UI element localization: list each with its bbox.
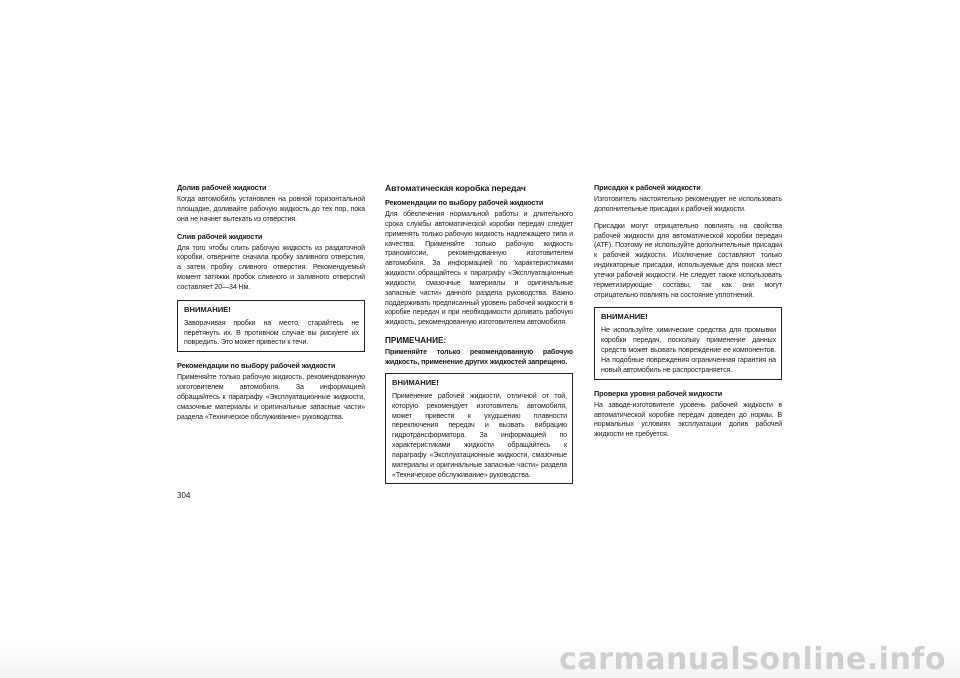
paragraph-additives-1: Изготовитель настоятельно рекомендует не использовать дополнительные присадки к рабочей жидкости. — [594, 195, 782, 213]
column-1 — [177, 183, 365, 430]
paragraph-top-up: Когда автомобиль установлен на ровной горизонтальной площадке, доливайте рабочую жидкость до тех пор, пока она не начнет вытекать из отверстия. — [177, 195, 365, 223]
warning-text: Не используйте химические средства для промывки коробки передач, поскольку применение данных средств может вызвать повреждение ее компонентов. На подобные повреждения ограниченная гарантия на новый автомобиль не распространяется. — [601, 326, 776, 374]
column-3 — [594, 183, 782, 447]
watermark-text: carmanualsonline.info — [559, 642, 946, 677]
warning-text: Применение рабочей жидкости, отличной от той, которую рекомендует изготовитель автомобиля, может привести к ухудшению плавности переключения передач и вызвать вибрацию гидротрансформатора. За информацией по характеристиками жидкости обращайтесь к параграфу «Эксплуатационные жидкости, смазочные материалы и оригинальные запасные части» раздела «Техническое обслуживание» руководства. — [392, 391, 567, 479]
warning-title: ВНИМАНИЕ! — [601, 312, 648, 322]
paragraph-drain: Для того чтобы слить рабочую жидкость из раздаточной коробки, отверните сначала пробку заливного отверстия, а затем пробку сливного отверстия. Рекомендуемый момент затяжки пробок сливного и заливного отверстий составляет 20—34 Нм. — [177, 243, 365, 291]
heading-top-up-fluid: Долив рабочей жидкости — [177, 183, 267, 192]
note-title: ПРИМЕЧАНИЕ: — [385, 336, 447, 346]
warning-box — [177, 300, 365, 353]
column-2 — [385, 183, 573, 493]
heading-drain-fluid: Слив рабочей жидкости — [177, 231, 263, 241]
warning-box — [385, 373, 573, 485]
warning-title: ВНИМАНИЕ! — [184, 304, 231, 314]
paragraph-fluid-recommendations: Применяйте только рабочую жидкость, рекомендованную изготовителем автомобиля. За информацией обращайтесь к параграфу «Эксплуатационные жидкости, смазочные материалы и оригинальные запасные части» раздела «Техническое обслуживание» руководства. — [177, 373, 365, 421]
warning-box — [594, 307, 782, 379]
heading-fluid-recommendations: Рекомендации по выбору рабочей жидкости — [385, 198, 544, 207]
warning-text: Заворачивая пробки на место, старайтесь не перетянуть их. В противном случае вы рискуете их повредить. Это может привести к течи. — [184, 318, 359, 347]
paragraph-check-level: На заводе-изготовителе уровень рабочей жидкости в автоматической коробке передач доведен до нормы. В нормальных условиях эксплуатации долив рабочей жидкости не требуется. — [594, 400, 782, 439]
paragraph-fluid-recommendations: Для обеспечения нормальной работы и длительного срока службы автоматической коробки передач следует применять только рабочую жидкость надлежащего типа и качества. Применяйте только рабочую жидкость трансмиссии, рекомендованную изготовителем автомобиля. За информацией по характеристиками жидкости обращайтесь к параграфу «Эксплуатационные жидкости, смазочные материалы и оригинальные запасные части» данного раздела руководства. Важно поддерживать предписанный уровень рабочей жидкости в коробке передач и при необходимости доливать рабочую жидкость, рекомендованную изготовителем автомобиля. — [385, 210, 573, 327]
section-title: Автоматическая коробка передач — [385, 183, 526, 193]
note-text: Применяйте только рекомендованную рабочую жидкость, применение других жидкостей запрещено. — [385, 348, 573, 366]
heading-fluid-recommendations: Рекомендации по выбору рабочей жидкости — [177, 361, 336, 371]
heading-check-fluid-level: Проверка уровня рабочей жидкости — [594, 388, 723, 398]
heading-fluid-additives: Присадки к рабочей жидкости — [594, 183, 701, 192]
page-number: 304 — [177, 491, 191, 500]
warning-title: ВНИМАНИЕ! — [392, 377, 439, 387]
paragraph-additives-2: Присадки могут отрицательно повлиять на свойства рабочей жидкости для автоматической коробки передач (ATF). Поэтому не используйте дополнительные присадки к рабочей жидкости. Исключение составляют только индикаторные присадки, используемые для поиска мест утечки рабочей жидкости. Не следует также использовать герметизирующие составы, так как они могут отрицательно повлиять на состояние уплотнений. — [594, 221, 782, 299]
